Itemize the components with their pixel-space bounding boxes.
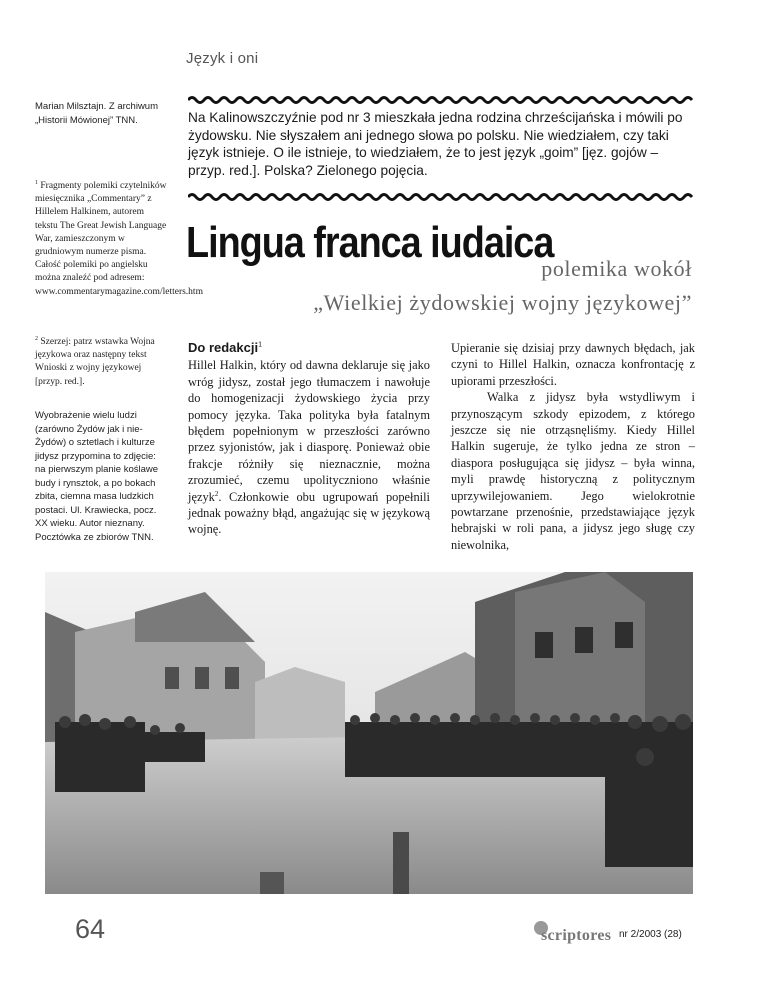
historical-photo — [45, 572, 693, 894]
wave-divider-top — [188, 95, 696, 105]
photo-caption: Wyobrażenie wielu ludzi (zarówno Żydów jak i nie-Żydów) o sztetlach i kulturze jidysz przypomina to zdjęcie: na pierwszym planie koślawe budy i rynsztok, a po bokach zbita, ciemna masa ludzkich postaci. Ul. Krawiecka, pocz. XX wieku. Autor nieznany. Pocztówka ze zbiorów TNN. — [35, 410, 159, 543]
footnote-2-number: 2 — [35, 335, 38, 342]
opening-quote: Na Kalinowszczyźnie pod nr 3 mieszkała jedna rodzina chrześcijańska i mówili po żydowsku. Nie słyszałem ani jednego słowa po polsku. Nie wiedziałem, czy taki język istnieje. O ile istnieje, to wiedziałem, że to jest język „goim” [jęz. gojów – przyp. red.]. Polska? Zielonego pojęcia. — [188, 110, 683, 178]
section-title: Język i oni — [186, 50, 259, 67]
column-1-footnote: 2 — [214, 489, 219, 498]
footnote-1 — [35, 179, 203, 299]
article-subtitle-line-2: „Wielkiej żydowskiej wojny językowej” — [313, 290, 692, 315]
column-2-paragraph-1: Upieranie się dzisiaj przy dawnych błędach, jak czyni to Hillel Halkin, oznacza konfrontację z upiorami przeszłości. — [451, 341, 695, 388]
section-heading-footnote: 1 — [258, 341, 262, 349]
section-heading — [188, 340, 430, 356]
section-heading-text: Do redakcji — [188, 340, 259, 355]
street-scene-illustration — [45, 572, 693, 894]
article-subtitle-line-1: polemika wokół — [541, 256, 692, 281]
footnote-2 — [35, 336, 168, 389]
wave-divider-bottom — [188, 192, 696, 202]
page-number: 64 — [75, 914, 106, 944]
column-1-text: Hillel Halkin, który od dawna deklaruje się jako wróg jidysz, został jego tłumaczem i nawołuje do homogenizacji żydowskiego życia przy pomocy języka. Taka polityka była fatalnym błędem popełnionym w przeszłości zarówno przez syjonistów, jak i diasporę. Ponieważ obie frakcje różniły się nieznacznie, można zrozumieć, czemu upolitycznionо właśnie język — [188, 358, 430, 504]
article-column-1 — [188, 340, 430, 538]
footnote-2-text: Szerzej: patrz wstawka Wojna językowa oraz następny tekst Wnioski z wojny językowej [przyp. red.]. — [35, 337, 155, 387]
issue-info: nr 2/2003 (28) — [619, 929, 682, 940]
footnote-1-number: 1 — [35, 179, 38, 186]
publication-logo: scriptores — [541, 927, 612, 944]
photo-credit: Marian Milsztajn. Z archiwum „Historii Mówionej” TNN. — [35, 101, 158, 126]
column-2-paragraph-2: Walka z jidysz była wstydliwym i przynoszącym szkody epizodem, z którego jeszcze się nie otrząsnęliśmy. Kiedy Hillel Halkin sugeruje, że tylko jedna ze stron – diaspora posługująca się jidysz – była winna, myli prawdę historyczną z politycznym uprzywilejowaniem. Jego wielokrotnie powtarzane przenośnie, przedstawiające język hebrajski w roli pana, a jidysz jego sługę czy niewolnika, — [451, 390, 695, 552]
column-1-text-end: . Członkowie obu ugrupowań popełnili jednak poważny błąd, angażując się w językową wojnę. — [188, 489, 430, 537]
footnote-1-text: Fragmenty polemiki czytelników miesięcznika „Commentary” z Hillelem Halkinem, autorem tekstu The Great Jewish Language War, zamieszczonym w grudniowym numerze pisma. Całość polemiki po angielsku można znaleźć pod adresem: www.commentarymagazine.com/letters.htm — [35, 181, 203, 297]
article-title: Lingua franca iudaica — [186, 218, 554, 267]
article-column-2 — [451, 340, 695, 553]
